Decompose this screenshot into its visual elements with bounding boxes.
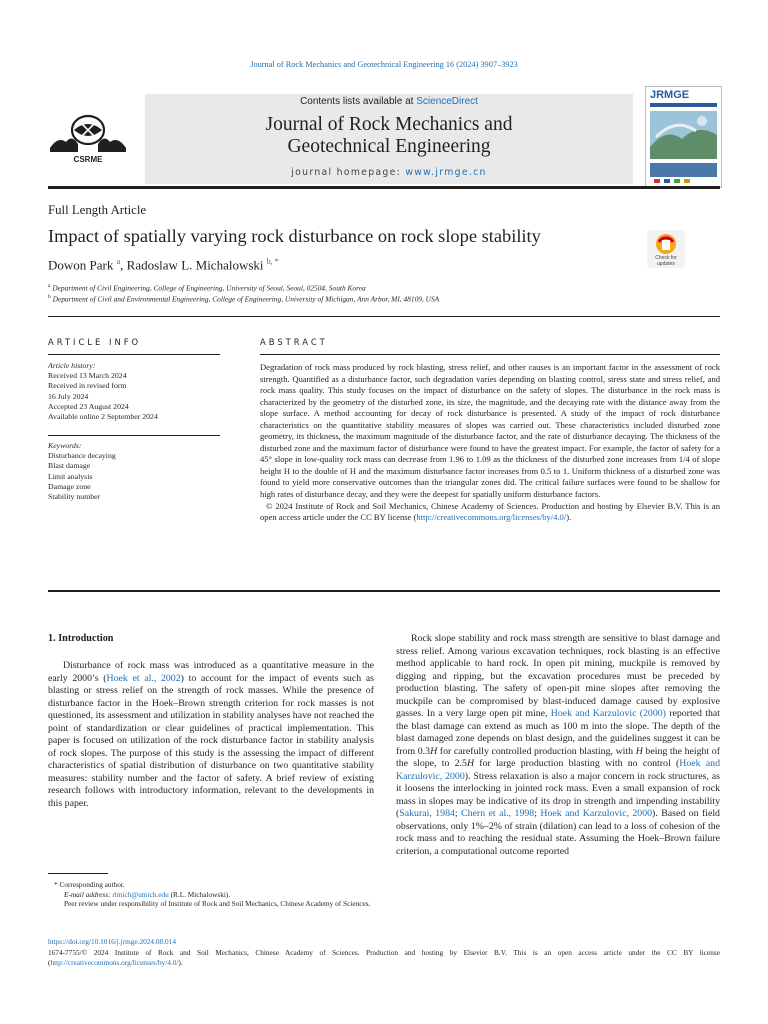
text-run: ). Stress relaxation is also a major concern in rock structures, as it loosens the interlocking in jointed rock mass. Even a small expansion of rock mass in slopes may be indicative of its drop in strength and impending instability ( bbox=[396, 770, 720, 819]
journal-title-line2: Geotechnical Engineering bbox=[287, 136, 491, 157]
copyright-end: ). bbox=[566, 512, 572, 523]
homepage-prefix: journal homepage: bbox=[291, 167, 406, 178]
citation-link[interactable]: Hoek and Karzulovic, 2000 bbox=[540, 808, 653, 819]
peer-review-note: Peer review under responsibility of Institute of Rock and Soil Mechanics, Chinese Academy of Sciences. bbox=[64, 899, 371, 909]
text-run: ). Based on field observations, only 1%–2% of strain (dilation) can lead to a loss of cohesion of the rock mass and to reaching the residual state. Assuming the Hoek–Brown failure criterion, a computational outcome reported bbox=[396, 808, 720, 857]
citation-link[interactable]: Chern et al., 1998 bbox=[461, 808, 535, 819]
doi-text[interactable]: https://doi.org/10.1016/j.jrmge.2024.08.014 bbox=[48, 937, 176, 946]
issn-end: ). bbox=[178, 957, 183, 967]
text-run: reported that the blast damage can extend as much as 100 m into the slope. The depth of the blast damaged zone depends on blast design, and the guidelines suggest it can be from 0.3 bbox=[396, 708, 720, 757]
math-symbol: H bbox=[466, 758, 475, 769]
abstract-body: Degradation of rock mass produced by rock blasting, stress relief, and other causes is an important factor in the assessment of rock strength. Quantified as a disturbance factor, such degradation varies depending on blasting control, stress state and stress relief, and rock mass quality. This study focuses on the impact of disturbance on the safety of slopes. The disturbance in the rock mass is characterized by the geometry of the disturbed zone, its size, the magnitude, and the decaying rate with the distance away from the slope surface. A method accounting for decay of rock disturbance is presented. A study of the impact of rock disturbance characteristics on the quantitative stability measures of slopes was carried out. These characteristics included disturbed zone geometry, its thickness, the maximum magnitude of the disturbance factor, and the rate of disturbance decaying. The thickness of the disturbed zone and the maximum factor of disturbance were found to have the greatest impact. For example, the factor of safety for a 45° slope in low-quality rock mass can decrease from 1.96 to 1.09 as the thickness of the disturbed zone increases from 1/4 of slope height H to the double of H and the maximum disturbance factor increases from 0.5 to 1. Uniform thickness of a disturbed zone was found to yield more conservative outcomes than the triangular zones did. The critical failure surfaces were found to be shallow for high rates of disturbance decay, and they were the deepest for spatially uniform disturbance factors. bbox=[260, 362, 720, 500]
doi-link[interactable] bbox=[48, 937, 720, 947]
article-info-rule bbox=[48, 354, 220, 355]
journal-title-line1: Journal of Rock Mechanics and bbox=[265, 114, 513, 135]
text-run: ; bbox=[454, 808, 462, 819]
author-2[interactable]: Radoslaw L. Michalowski bbox=[126, 257, 267, 273]
contents-prefix: Contents lists available at bbox=[300, 96, 417, 107]
keywords-rule bbox=[48, 435, 220, 436]
journal-banner bbox=[145, 94, 633, 184]
copyright-text: © 2024 Institute of Rock and Soil Mechanics, Chinese Academy of Sciences. Production and hosting by Elsevier B.V. This is an open access article under the CC BY license ( bbox=[260, 500, 720, 523]
keywords bbox=[48, 441, 220, 502]
citation-link[interactable]: Hoek and Karzulovic, 2000 bbox=[396, 758, 720, 782]
abstract-copyright bbox=[260, 501, 720, 524]
history-item: Received in revised form bbox=[48, 381, 127, 391]
abstract-text bbox=[260, 362, 720, 524]
affiliation-b-sup: b bbox=[48, 294, 51, 300]
text-run: Rock slope stability and rock mass strength are sensitive to blast damage and stress relief. Among various excavation techniques, rock blasting is an effective method applicable to hard rock. In open pit mining, muckpile is removed by digging and ripping, but the excavation procedures must be preceded by production blasting. The safety of open-pit mine slopes after removing the muckpile can be compromised by blast-induced damage caused by explosive gasses. In a very large open pit mine, bbox=[396, 633, 720, 719]
article-title: Impact of spatially varying rock disturbance on rock slope stability bbox=[48, 226, 541, 246]
affiliation-b-text: Department of Civil and Environmental Engineering, College of Engineering, University of Michigan, Ann Arbor, MI, 48109, USA bbox=[52, 294, 440, 304]
footnotes bbox=[48, 880, 374, 909]
math-symbol: H bbox=[635, 745, 643, 757]
cover-title: JRMGE bbox=[650, 89, 690, 101]
text-run: Disturbance of rock mass was introduced as a quantitative measure in the early 2000’s ( bbox=[48, 660, 374, 684]
history-item: Received 13 March 2024 bbox=[48, 371, 127, 381]
journal-reference[interactable]: Journal of Rock Mechanics and Geotechnical Engineering 16 (2024) 3907–3923 bbox=[250, 60, 518, 69]
keyword: Limit analysis bbox=[48, 471, 93, 481]
affiliation-b bbox=[48, 294, 439, 303]
keywords-label: Keywords: bbox=[48, 441, 82, 450]
affiliation-a-sup: a bbox=[48, 283, 51, 289]
license-link[interactable]: http://creativecommons.org/licenses/by/4.0/ bbox=[416, 512, 567, 523]
check-updates-label: Check for updates bbox=[655, 255, 677, 267]
journal-title bbox=[145, 114, 633, 158]
keyword: Damage zone bbox=[48, 481, 91, 491]
keyword: Blast damage bbox=[48, 461, 91, 471]
author-1[interactable]: Dowon Park bbox=[48, 257, 117, 273]
footnote-rule bbox=[48, 873, 108, 874]
email-name: (R.L. Michalowski). bbox=[168, 889, 231, 899]
citation-link[interactable]: Hoek and Karzulovic (2000) bbox=[550, 708, 666, 719]
history-item: Accepted 23 August 2024 bbox=[48, 401, 129, 411]
text-run: ) to account for the impact of events such as blasting or stress relief on the strength of rock masses. While the presence of disturbance factor in the Hoek–Brown strength criterion for rock masses is not questioned, its assessment and utilization in stability analyses have not reached the point of standardization or clear guidelines of practical implementation. This paper is focused on utilization of the rock disturbance factor in stability analysis of rock slopes. The purpose of this study is the assessing the impact of different characteristics of spatial distribution of disturbance on two quantitative stability measures: stability number and the factor of safety. A brief review of existing research follows with introductory information, relevant to the developments in this paper. bbox=[48, 672, 374, 809]
issn-text: 1674-7755/© 2024 Institute of Rock and Soil Mechanics, Chinese Academy of Sciences. Production and hosting by Elsevier B.V. This is an open access article under the CC BY license ( bbox=[48, 948, 720, 967]
article-type: Full Length Article bbox=[48, 203, 147, 217]
author-separator: , bbox=[120, 257, 127, 273]
author-1-affiliation[interactable]: a bbox=[116, 257, 121, 266]
csrme-logo bbox=[46, 108, 130, 166]
text-run: ; bbox=[534, 808, 541, 819]
email-note bbox=[48, 890, 374, 900]
email-link[interactable]: rlmich@umich.edu bbox=[112, 889, 169, 899]
cover-artwork bbox=[646, 87, 721, 187]
abstract-rule bbox=[260, 354, 720, 355]
corresponding-author-note: * Corresponding author. bbox=[54, 880, 125, 889]
intro-paragraph-1 bbox=[48, 660, 374, 810]
check-for-updates-button[interactable] bbox=[647, 230, 685, 268]
history-item: 16 July 2024 bbox=[48, 391, 89, 401]
article-info-heading: ARTICLE INFO bbox=[48, 337, 142, 347]
bottom-license-link[interactable]: http://creativecommons.org/licenses/by/4.0/ bbox=[50, 957, 179, 967]
author-2-affiliation[interactable]: b, * bbox=[266, 257, 279, 266]
text-run: for large production blasting with no control ( bbox=[474, 758, 680, 769]
logo-text: CSRME bbox=[73, 155, 103, 164]
affiliation-a bbox=[48, 283, 366, 292]
citation-link[interactable]: Sakurai, 1984 bbox=[399, 808, 455, 819]
text-run: for carefully controlled production blasting, with bbox=[437, 745, 636, 757]
keyword: Disturbance decaying bbox=[48, 451, 116, 461]
journal-cover[interactable] bbox=[645, 86, 722, 188]
header-rule bbox=[48, 186, 720, 189]
homepage-link[interactable]: www.jrmge.cn bbox=[405, 167, 487, 178]
authors bbox=[48, 257, 279, 273]
contents-line bbox=[145, 96, 633, 107]
body-top-rule bbox=[48, 590, 720, 592]
section-heading: 1. Introduction bbox=[48, 633, 114, 644]
affiliation-a-text: Department of Civil Engineering, College of Engineering, University of Seoul, Seoul, 02504, South Korea bbox=[52, 283, 366, 293]
text-run: being the height of the slope, to 2.5 bbox=[396, 745, 721, 769]
keyword: Stability number bbox=[48, 492, 101, 502]
info-top-rule bbox=[48, 316, 720, 317]
intro-right-column bbox=[396, 633, 720, 858]
article-history bbox=[48, 361, 220, 422]
history-label: Article history: bbox=[48, 361, 96, 370]
math-symbol: H bbox=[430, 745, 438, 757]
email-label: E-mail address: bbox=[64, 889, 113, 899]
journal-homepage bbox=[145, 167, 633, 178]
issn-license bbox=[48, 948, 720, 967]
abstract-heading: ABSTRACT bbox=[260, 337, 328, 347]
sciencedirect-link[interactable]: ScienceDirect bbox=[416, 96, 478, 107]
history-item: Available online 2 September 2024 bbox=[48, 412, 158, 422]
intro-left-column bbox=[48, 660, 374, 810]
intro-paragraph-2 bbox=[396, 633, 720, 858]
citation-link[interactable]: Hoek et al., 2002 bbox=[106, 672, 181, 684]
